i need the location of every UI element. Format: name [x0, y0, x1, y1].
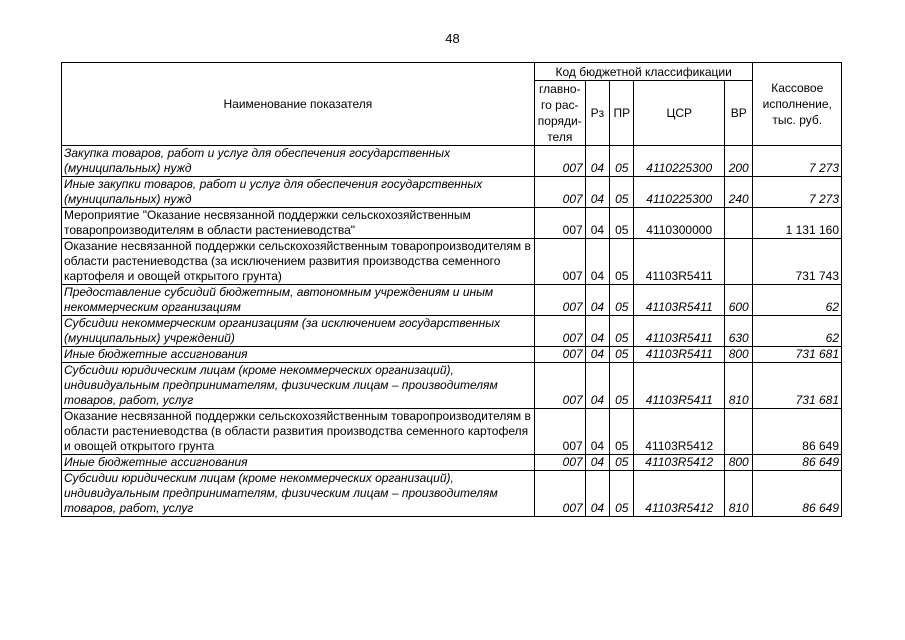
row-chief-manager-code: 007	[534, 347, 585, 363]
row-pr: 05	[610, 177, 634, 208]
row-csr: 41103R5412	[634, 471, 725, 517]
header-rz: Рз	[585, 81, 609, 146]
row-name: Иные закупки товаров, работ и услуг для обеспечения государственных (муниципальных) нужд	[62, 177, 535, 208]
row-csr: 4110225300	[634, 146, 725, 177]
budget-table	[61, 62, 842, 517]
row-csr: 41103R5412	[634, 455, 725, 471]
row-vr: 600	[724, 285, 753, 316]
header-cash-execution: Кассовое исполнение, тыс. руб.	[753, 63, 842, 146]
header-pr: ПР	[610, 81, 634, 146]
row-name: Оказание несвязанной поддержки сельскохозяйственным товаропроизводителям в области растениеводства (за исключением развития производства семенного картофеля и овощей открытого грунта)	[62, 239, 535, 285]
row-csr: 4110225300	[634, 177, 725, 208]
row-rz: 04	[585, 177, 609, 208]
row-amount: 1 131 160	[753, 208, 842, 239]
row-csr: 41103R5411	[634, 239, 725, 285]
row-name: Мероприятие "Оказание несвязанной поддержки сельскохозяйственным товаропроизводителям в области растениеводства"	[62, 208, 535, 239]
table-row	[62, 347, 842, 363]
header-chief-manager: главно- го рас- поряди- теля	[534, 81, 585, 146]
row-pr: 05	[610, 471, 634, 517]
table-row	[62, 455, 842, 471]
row-rz: 04	[585, 285, 609, 316]
row-name: Закупка товаров, работ и услуг для обеспечения государственных (муниципальных) нужд	[62, 146, 535, 177]
row-amount: 62	[753, 316, 842, 347]
row-vr: 800	[724, 455, 753, 471]
row-pr: 05	[610, 208, 634, 239]
header-csr: ЦСР	[634, 81, 725, 146]
row-csr: 4110300000	[634, 208, 725, 239]
row-amount: 731 743	[753, 239, 842, 285]
row-csr: 41103R5411	[634, 347, 725, 363]
row-vr: 810	[724, 471, 753, 517]
row-amount: 62	[753, 285, 842, 316]
row-name: Предоставление субсидий бюджетным, автономным учреждениям и иным некоммерческим организациям	[62, 285, 535, 316]
row-amount: 86 649	[753, 471, 842, 517]
table-row	[62, 239, 842, 285]
row-name: Иные бюджетные ассигнования	[62, 347, 535, 363]
row-vr: 240	[724, 177, 753, 208]
header-name: Наименование показателя	[62, 63, 535, 146]
row-chief-manager-code: 007	[534, 409, 585, 455]
row-name: Субсидии некоммерческим организациям (за исключением государственных (муниципальных) учреждений)	[62, 316, 535, 347]
row-pr: 05	[610, 455, 634, 471]
row-rz: 04	[585, 471, 609, 517]
row-rz: 04	[585, 239, 609, 285]
header-vr: ВР	[724, 81, 753, 146]
row-vr: 630	[724, 316, 753, 347]
row-amount: 7 273	[753, 177, 842, 208]
row-rz: 04	[585, 455, 609, 471]
table-row	[62, 471, 842, 517]
row-pr: 05	[610, 316, 634, 347]
row-chief-manager-code: 007	[534, 208, 585, 239]
row-chief-manager-code: 007	[534, 177, 585, 208]
table-row	[62, 285, 842, 316]
table-row	[62, 177, 842, 208]
row-chief-manager-code: 007	[534, 455, 585, 471]
table-row	[62, 146, 842, 177]
row-rz: 04	[585, 208, 609, 239]
row-pr: 05	[610, 363, 634, 409]
header-budget-code-group: Код бюджетной классификации	[534, 63, 753, 81]
row-pr: 05	[610, 146, 634, 177]
row-csr: 41103R5411	[634, 363, 725, 409]
row-name: Субсидии юридическим лицам (кроме некоммерческих организаций), индивидуальным предпринимателям, физическим лицам – производителям товаров, работ, услуг	[62, 363, 535, 409]
row-pr: 05	[610, 285, 634, 316]
row-amount: 7 273	[753, 146, 842, 177]
row-vr: 810	[724, 363, 753, 409]
row-rz: 04	[585, 409, 609, 455]
row-vr: 800	[724, 347, 753, 363]
row-amount: 86 649	[753, 409, 842, 455]
row-amount: 731 681	[753, 347, 842, 363]
row-rz: 04	[585, 146, 609, 177]
row-chief-manager-code: 007	[534, 316, 585, 347]
row-amount: 86 649	[753, 455, 842, 471]
row-csr: 41103R5411	[634, 285, 725, 316]
row-chief-manager-code: 007	[534, 363, 585, 409]
row-chief-manager-code: 007	[534, 471, 585, 517]
row-rz: 04	[585, 347, 609, 363]
row-name: Иные бюджетные ассигнования	[62, 455, 535, 471]
table-body	[62, 146, 842, 517]
table-header	[62, 63, 842, 146]
table-row	[62, 208, 842, 239]
row-vr	[724, 239, 753, 285]
row-name: Оказание несвязанной поддержки сельскохозяйственным товаропроизводителям в области растениеводства (в области развития производства семенного картофеля и овощей открытого грунта	[62, 409, 535, 455]
table-row	[62, 363, 842, 409]
row-rz: 04	[585, 363, 609, 409]
row-chief-manager-code: 007	[534, 239, 585, 285]
row-chief-manager-code: 007	[534, 146, 585, 177]
row-pr: 05	[610, 347, 634, 363]
row-vr	[724, 409, 753, 455]
row-pr: 05	[610, 409, 634, 455]
row-vr: 200	[724, 146, 753, 177]
row-chief-manager-code: 007	[534, 285, 585, 316]
row-name: Субсидии юридическим лицам (кроме некоммерческих организаций), индивидуальным предпринимателям, физическим лицам – производителям товаров, работ, услуг	[62, 471, 535, 517]
table-row	[62, 316, 842, 347]
table-row	[62, 409, 842, 455]
row-pr: 05	[610, 239, 634, 285]
row-csr: 41103R5411	[634, 316, 725, 347]
row-csr: 41103R5412	[634, 409, 725, 455]
row-vr	[724, 208, 753, 239]
row-rz: 04	[585, 316, 609, 347]
row-amount: 731 681	[753, 363, 842, 409]
page-number: 48	[445, 31, 460, 46]
